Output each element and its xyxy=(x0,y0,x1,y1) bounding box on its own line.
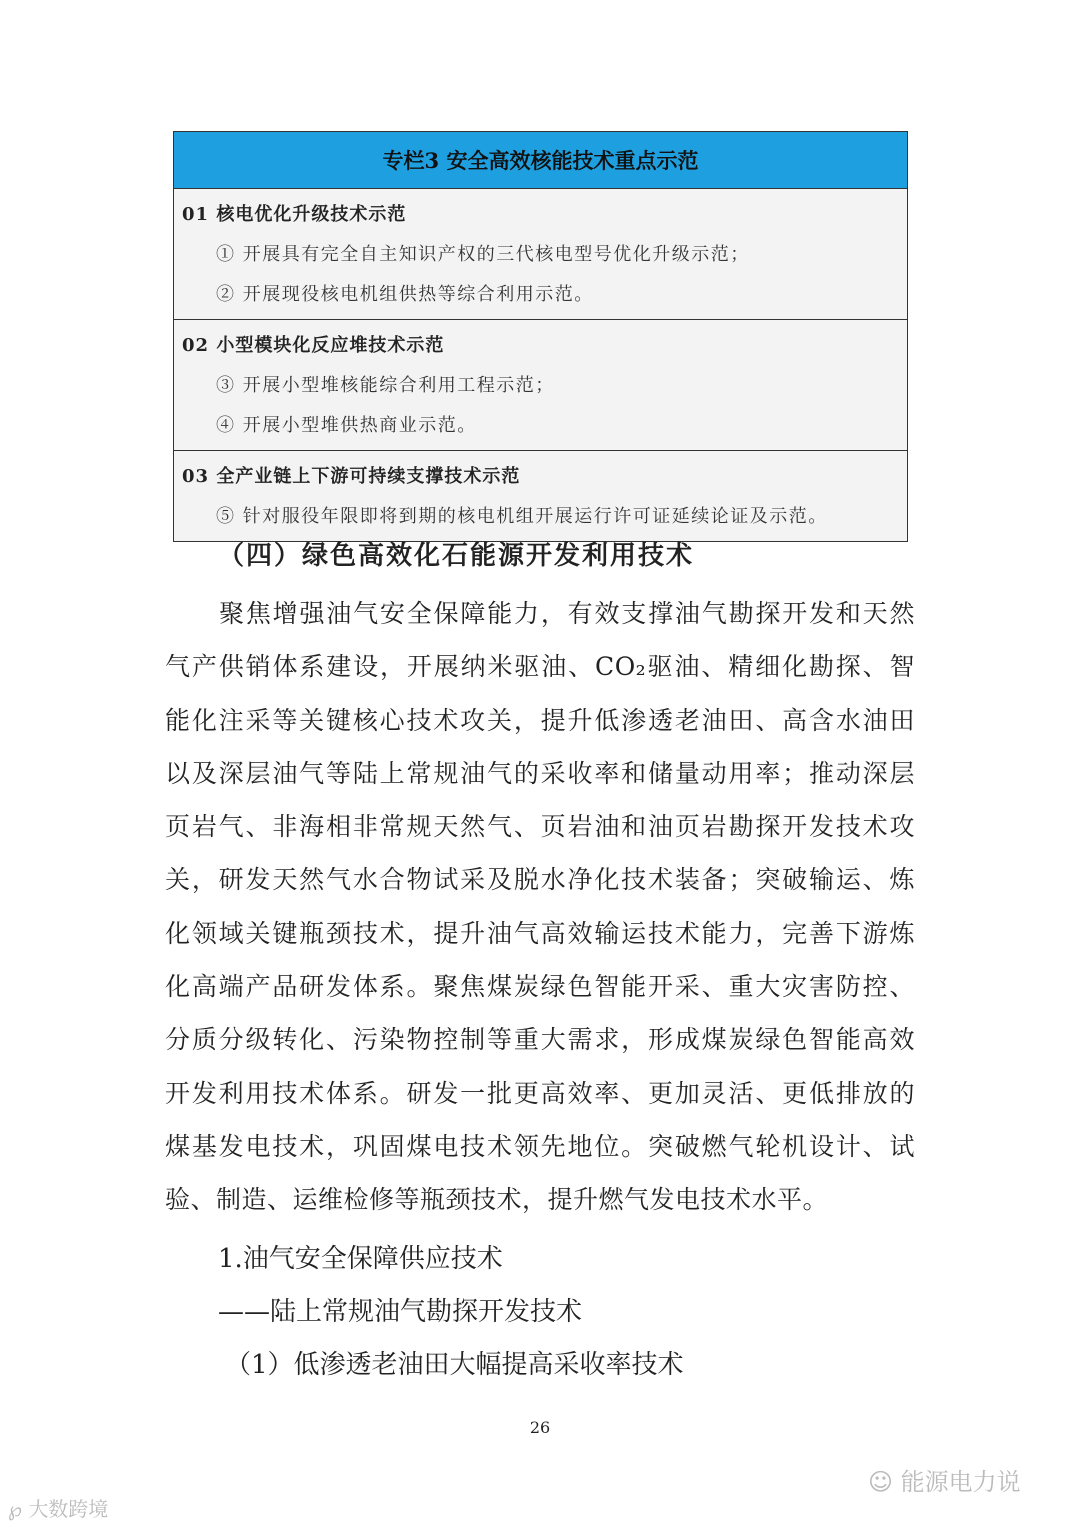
section-item: ② 开展现役核电机组供热等综合利用示范。 xyxy=(216,284,594,305)
page-number: 26 xyxy=(529,1418,551,1437)
wechat-icon: ☺ xyxy=(868,1468,901,1496)
paragraph-line: 开发利用技术体系。研发一批更高效率、更加灵活、更低排放的 xyxy=(165,1078,915,1108)
paragraph-line: 化高端产品研发体系。聚焦煤炭绿色智能开采、重大灾害防控、 xyxy=(165,972,915,1002)
section-item: ③ 开展小型堆核能综合利用工程示范； xyxy=(216,375,555,396)
paragraph-line: 验、制造、运维检修等瓶颈技术，提升燃气发电技术水平。 xyxy=(165,1185,829,1215)
paragraph-line: 页岩气、非海相非常规天然气、页岩油和油页岩勘探开发技术攻 xyxy=(165,812,915,842)
paragraph-line: 气产供销体系建设，开展纳米驱油、CO₂驱油、精细化勘探、智 xyxy=(165,652,915,682)
watermark-right xyxy=(868,1462,1021,1497)
paragraph-line: 关，研发天然气水合物试采及脱水净化技术装备；突破输运、炼 xyxy=(165,865,915,895)
subheading-2: ——陆上常规油气勘探开发技术 xyxy=(218,1297,583,1327)
section-item: ④ 开展小型堆供热商业示范。 xyxy=(216,415,477,436)
watermark-left-text: 大数跨境 xyxy=(28,1497,109,1521)
box-section-02 xyxy=(174,320,907,451)
paragraph-line: 聚焦增强油气安全保障能力，有效支撑油气勘探开发和天然 xyxy=(219,599,915,628)
watermark-right-text: 能源电力说 xyxy=(900,1468,1021,1496)
logo-icon: ℘ xyxy=(8,1497,29,1521)
paragraph-line: 以及深层油气等陆上常规油气的采收率和储量动用率；推动深层 xyxy=(165,758,915,788)
body-paragraph xyxy=(165,587,915,1227)
box-section-03 xyxy=(174,451,907,541)
column-box xyxy=(173,131,908,542)
paragraph-line: 能化注采等关键核心技术攻关，提升低渗透老油田、高含水油田 xyxy=(165,705,915,735)
paragraph-line: 分质分级转化、污染物控制等重大需求，形成煤炭绿色智能高效 xyxy=(165,1025,915,1055)
section-title: 02 小型模块化反应堆技术示范 xyxy=(182,335,445,356)
watermark-left xyxy=(8,1493,108,1522)
subheading-1: 1.油气安全保障供应技术 xyxy=(218,1244,503,1274)
section-heading: （四）绿色高效化石能源开发利用技术 xyxy=(218,541,695,571)
paragraph-line: 煤基发电技术，巩固煤电技术领先地位。突破燃气轮机设计、试 xyxy=(165,1131,915,1161)
subheading-3: （1）低渗透老油田大幅提高采收率技术 xyxy=(225,1350,684,1380)
paragraph-line: 化领域关键瓶颈技术，提升油气高效输运技术能力，完善下游炼 xyxy=(165,918,915,948)
section-item: ① 开展具有完全自主知识产权的三代核电型号优化升级示范； xyxy=(216,244,750,265)
section-title: 03 全产业链上下游可持续支撑技术示范 xyxy=(182,466,521,487)
column-box-title: 专栏3 安全高效核能技术重点示范 xyxy=(174,132,907,189)
section-title: 01 核电优化升级技术示范 xyxy=(182,204,407,225)
section-item: ⑤ 针对服役年限即将到期的核电机组开展运行许可证延续论证及示范。 xyxy=(216,506,828,527)
box-section-01 xyxy=(174,189,907,320)
